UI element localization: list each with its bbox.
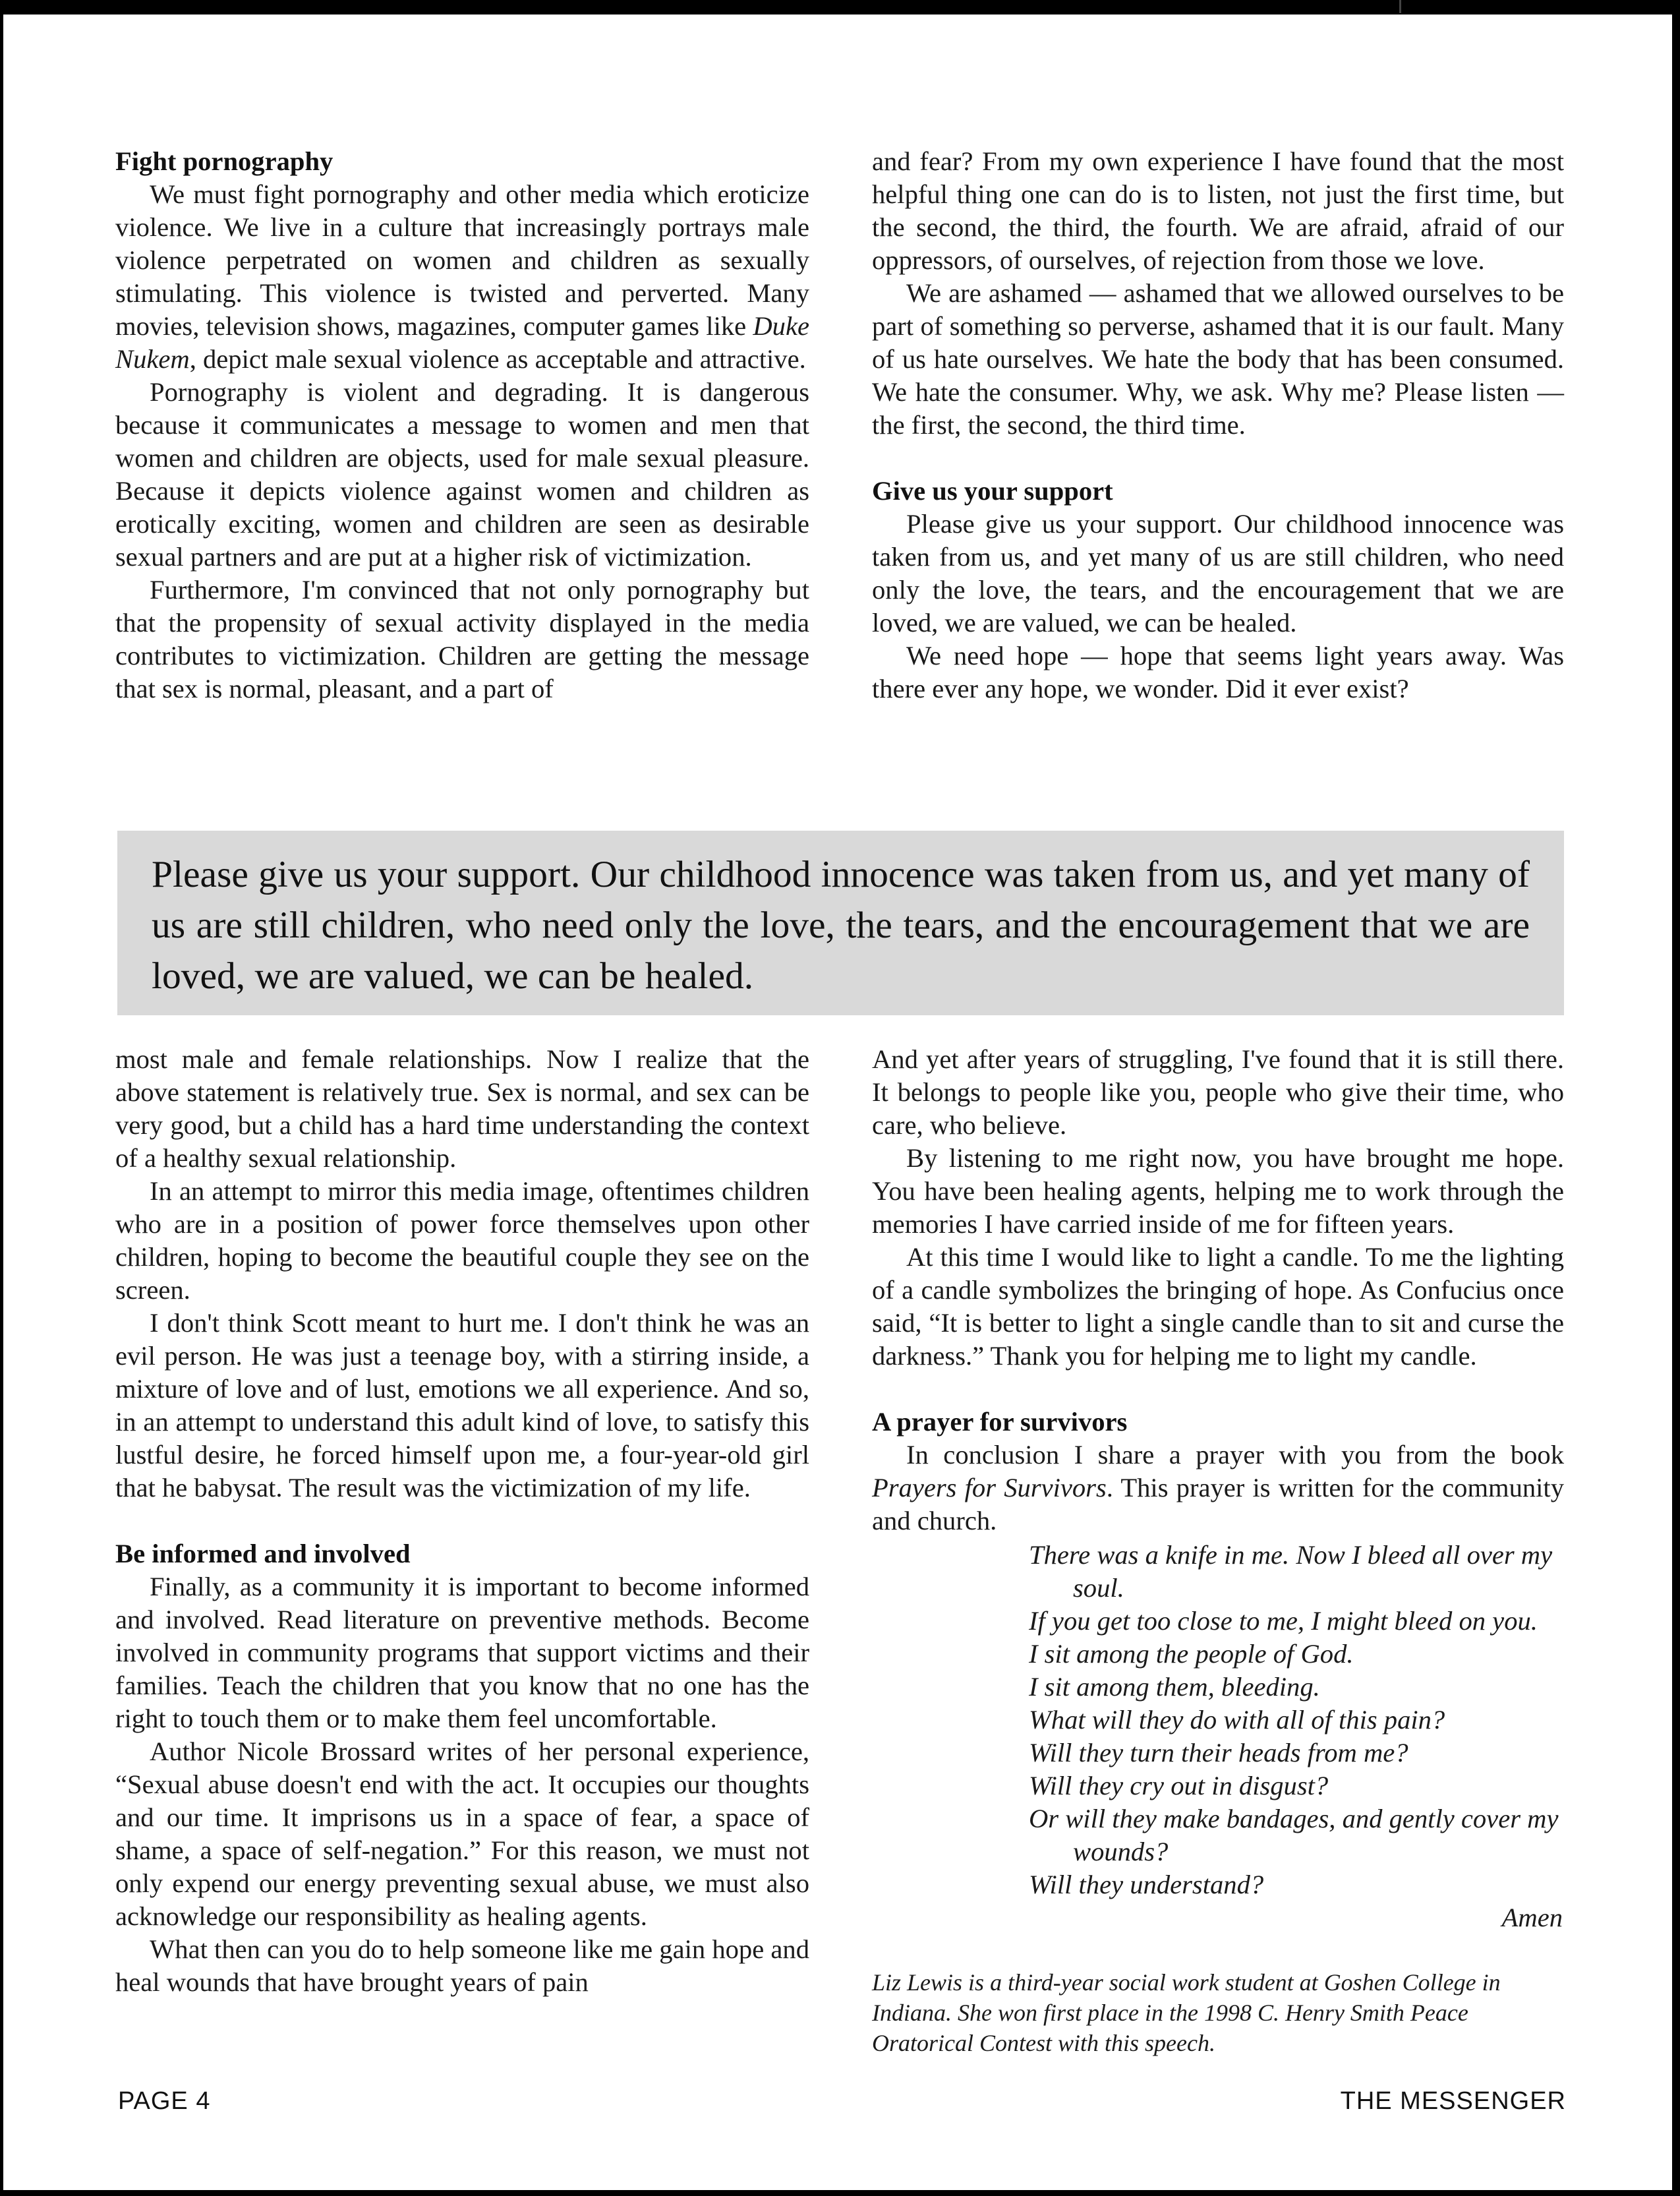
poem-line: soul.: [1073, 1573, 1124, 1603]
column-bottom-right: [872, 1043, 1564, 2058]
text: . This prayer is written for the community and church.: [872, 1473, 1564, 1535]
paragraph: I don't think Scott meant to hurt me. I don't think he was an evil person. He was just a teenage boy, with a stirring inside, a mixture of love and of lust, emotions we all experience. And so, in an attempt to understand this adult kind of love, to satisfy this lustful desire, he forced himself upon me, a four-year-old girl that he babysat. The result was the victimization of my life.: [115, 1308, 809, 1502]
column-top-right: [872, 145, 1564, 705]
paragraph: and fear? From my own experience I have found that the most helpful thing one can do is to listen, not just the first time, but the second, the third, the fourth. We are afraid, afraid of our oppressors, of ourselves, of rejection from those we love.: [872, 146, 1564, 275]
poem-line: There was a knife in me. Now I bleed all over my: [1029, 1540, 1553, 1570]
paragraph: We need hope — hope that seems light years away. Was there ever any hope, we wonder. Did it ever exist?: [872, 641, 1564, 703]
paragraph: And yet after years of struggling, I've found that it is still there. It belongs to people like you, people who give their time, who care, who believe.: [872, 1044, 1564, 1140]
paragraph: Furthermore, I'm convinced that not only pornography but that the propensity of sexual activity displayed in the media contributes to victimization. Children are getting the message that sex is normal, pleasant, and a part of: [115, 575, 809, 703]
heading-prayer-for-survivors: A prayer for survivors: [872, 1407, 1128, 1437]
book-title: Prayers for Survivors: [872, 1473, 1107, 1502]
heading-fight-pornography: Fight pornography: [115, 146, 333, 176]
paragraph: In an attempt to mirror this media image, oftentimes children who are in a position of power force themselves upon other children, hoping to become the beautiful couple they see on the screen.: [115, 1176, 809, 1305]
poem-line: Will they understand?: [1029, 1870, 1264, 1899]
text: , depict male sexual violence as acceptable and attractive.: [189, 344, 806, 374]
text: In conclusion I share a prayer with you from the book: [906, 1440, 1564, 1469]
publication-name: THE MESSENGER: [1340, 2087, 1566, 2115]
paragraph: most male and female relationships. Now I realize that the above statement is relatively true. Sex is normal, and sex can be very good, but a child has a hard time understanding the context of a healthy sexual relationship.: [115, 1044, 809, 1173]
game-title: Duke Nukem: [115, 311, 809, 374]
heading-give-us-support: Give us your support: [872, 476, 1113, 506]
poem-line: I sit among the people of God.: [1029, 1639, 1354, 1669]
paragraph: Pornography is violent and degrading. It is dangerous because it communicates a message to women and men that women and children are objects, used for male sexual pleasure. Because it depicts violence against women and children as erotically exciting, women and children are seen as desirable sexual partners and are put at a higher risk of victimization.: [115, 377, 809, 572]
amen: Amen: [1501, 1903, 1563, 1932]
paragraph: We are ashamed — ashamed that we allowed ourselves to be part of something so perverse, ashamed that it is our fault. Many of us hate ourselves. We hate the body that has been consumed. We hate the consumer. Why, we ask. Why me? Please listen — the first, the second, the third time.: [872, 278, 1564, 440]
column-top-left: [115, 145, 809, 705]
paragraph: By listening to me right now, you have brought me hope. You have been healing agents, helping me to work through the memories I have carried inside of me for fifteen years.: [872, 1143, 1564, 1239]
scan-mark: [1399, 0, 1401, 13]
author-bio: Liz Lewis is a third-year social work student at Goshen College in Indiana. She won first place in the 1998 C. Henry Smith Peace Oratorical Contest with this speech.: [872, 1969, 1501, 2056]
column-bottom-left: [115, 1043, 809, 1999]
poem-line: I sit among them, bleeding.: [1029, 1672, 1320, 1702]
paragraph: Author Nicole Brossard writes of her personal experience, “Sexual abuse doesn't end with the act. It occupies our thoughts and our time. It imprisons us in a space of fear, a space of shame, a space of self-negation.” For this reason, we must not only expend our energy preventing sexual abuse, we must also acknowledge our responsibility as healing agents.: [115, 1736, 809, 1931]
page: [3, 15, 1672, 2190]
poem-line: wounds?: [1073, 1837, 1169, 1866]
pull-quote: Please give us your support. Our childhood innocence was taken from us, and yet many of us are still children, who need only the love, the tears, and the encouragement that we are loved, we are valued, we can be healed.: [117, 831, 1564, 1015]
paragraph: At this time I would like to light a candle. To me the lighting of a candle symbolizes the bringing of hope. As Confucius once said, “It is better to light a single candle than to sit and curse the darkness.” Thank you for helping me to light my candle.: [872, 1242, 1564, 1371]
poem-line: If you get too close to me, I might bleed on you.: [1029, 1606, 1538, 1636]
paragraph: Please give us your support. Our childhood innocence was taken from us, and yet many of us are still children, who need only the love, the tears, and the encouragement that we are loved, we are valued, we can be healed.: [872, 509, 1564, 638]
prayer-poem: [872, 1539, 1564, 1901]
poem-line: Will they cry out in disgust?: [1029, 1771, 1329, 1800]
heading-be-informed: Be informed and involved: [115, 1539, 411, 1568]
page-number: PAGE 4: [118, 2087, 211, 2115]
paragraph: Finally, as a community it is important to become informed and involved. Read literature on preventive methods. Become involved in community programs that support victims and their families. Teach the children that you know that no one has the right to touch them or to make them feel uncomfortable.: [115, 1572, 809, 1733]
poem-line: What will they do with all of this pain?: [1029, 1705, 1445, 1735]
paragraph: What then can you do to help someone like me gain hope and heal wounds that have brought years of pain: [115, 1934, 809, 1997]
poem-line: Will they turn their heads from me?: [1029, 1738, 1408, 1767]
paragraph: [115, 178, 809, 376]
poem-line: Or will they make bandages, and gently cover my: [1029, 1804, 1559, 1833]
paragraph: [872, 1439, 1564, 1537]
text: We must fight pornography and other media which eroticize violence. We live in a culture that increasingly portrays male violence perpetrated on women and children as sexually stimulating. This violence is twisted and perverted. Many movies, television shows, magazines, computer games like: [115, 179, 809, 341]
